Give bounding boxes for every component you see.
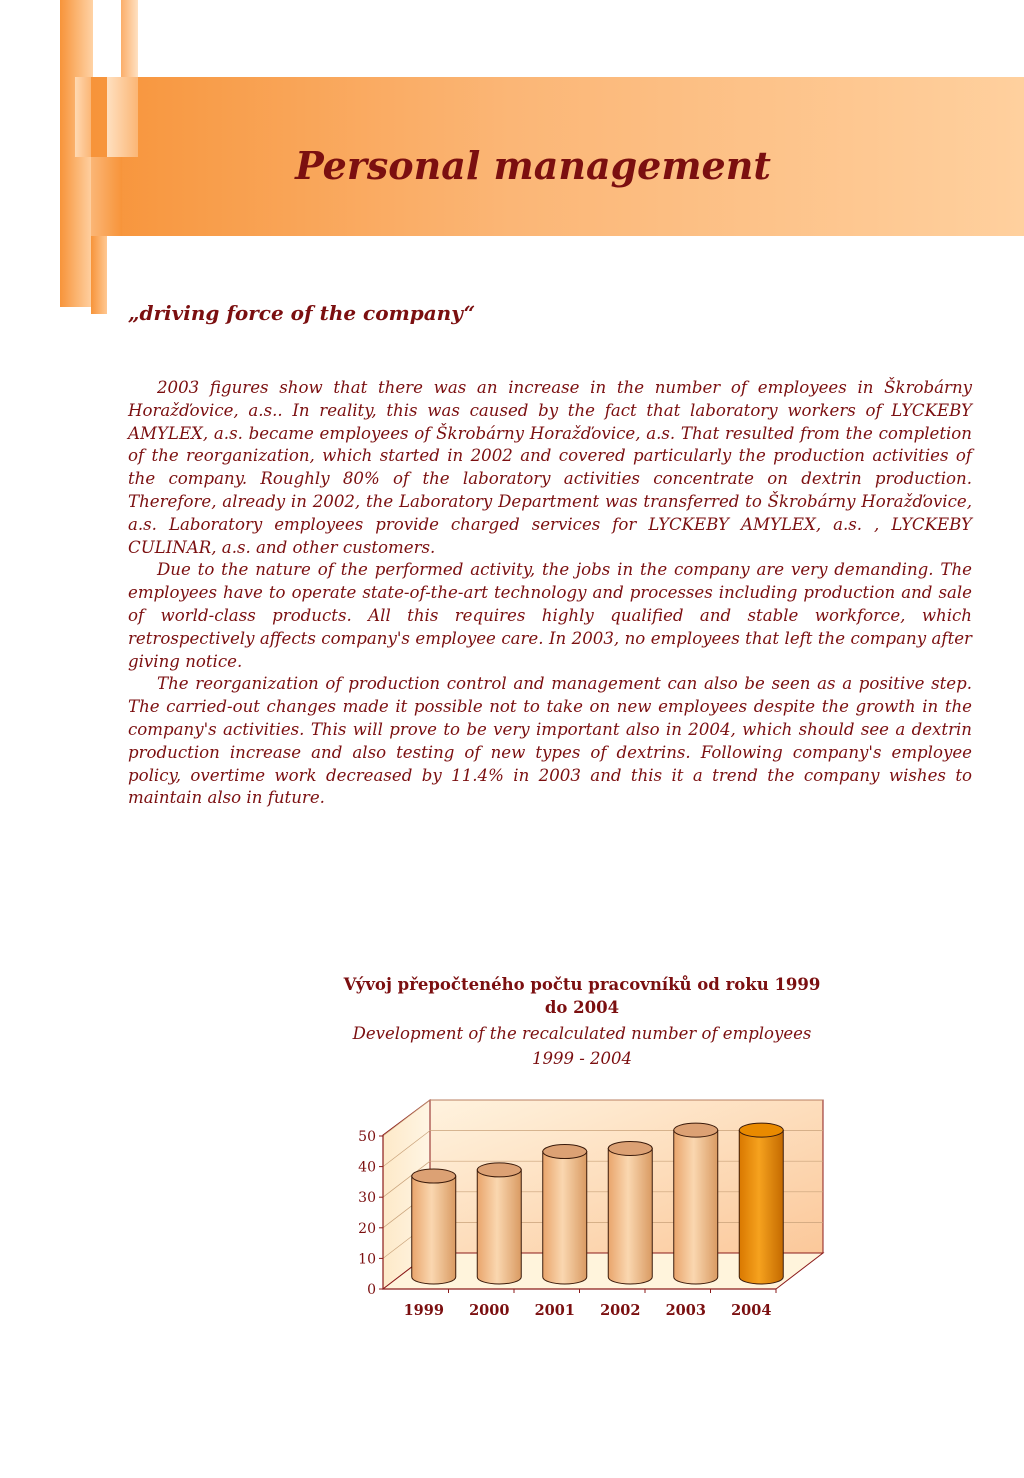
page-title: Personal management: [295, 143, 771, 188]
bar-top-2003: [674, 1123, 718, 1137]
bar-top-1999: [412, 1169, 456, 1183]
bar-2004: [739, 1130, 783, 1284]
chart-y-axis: [358, 1129, 383, 1298]
x-tick-label: 2000: [469, 1302, 510, 1319]
x-tick-label: 2004: [731, 1302, 772, 1319]
x-tick-label: 2001: [534, 1302, 575, 1319]
x-tick-label: 1999: [403, 1302, 444, 1319]
section-subtitle: „driving force of the company“: [128, 301, 476, 325]
paragraph: Due to the nature of the performed activity, the jobs in the company are very demanding. The employees have to operate state-of-the-art technology and processes including production and sale of world-class products. All this requires highly qualified and stable workforce, which retrospectively affects company's employee care. In 2003, no employees that left the company after giving notice.: [128, 560, 972, 671]
chart-x-axis: [383, 1289, 776, 1319]
chart-subtitle: Development of the recalculated number of employees 1999 - 2004: [352, 1024, 812, 1068]
body-text: [128, 377, 972, 810]
bar-top-2004: [739, 1123, 783, 1137]
employee-bar-chart: [340, 1090, 840, 1330]
y-tick-label: 40: [358, 1159, 376, 1176]
decor-strip-2: [121, 0, 138, 77]
y-tick-label: 0: [367, 1282, 376, 1298]
bar-2002: [608, 1148, 652, 1284]
x-tick-label: 2002: [600, 1302, 641, 1319]
y-tick-label: 30: [358, 1190, 376, 1207]
bar-top-2002: [608, 1141, 652, 1155]
y-tick-label: 10: [358, 1251, 376, 1268]
paragraph: The reorganization of production control and management can also be seen as a positive step. The carried-out changes made it possible not to take on new employees despite the growth in the company's activities. This will prove to be very important also in 2004, which should see a dextrin production increase and also testing of new types of dextrins. Following company's employee policy, overtime work decreased by 11.4% in 2003 and this it a trend the company wishes to maintain also in future.: [128, 674, 972, 808]
paragraph: 2003 figures show that there was an increase in the number of employees in Škrobárny Horažďovice, a.s.. In reality, this was caused by the fact that laboratory workers of LYCKEBY AMYLEX, a.s. became employees of Škrobárny Horažďovice, a.s. That resulted from the completion of the reorganization, which started in 2002 and covered particularly the production activities of the company. Roughly 80% of the laboratory activities concentrate on dextrin production. Therefore, already in 2002, the Laboratory Department was transferred to Škrobárny Horažďovice, a.s. Laboratory employees provide charged services for LYCKEBY AMYLEX, a.s. , LYCKEBY CULINAR, a.s. and other customers.: [128, 378, 972, 557]
bar-2000: [477, 1170, 521, 1284]
x-tick-label: 2003: [665, 1302, 706, 1319]
bar-2003: [674, 1130, 718, 1284]
bar-2001: [543, 1152, 587, 1284]
bar-top-2000: [477, 1163, 521, 1177]
bar-1999: [412, 1176, 456, 1284]
y-tick-label: 20: [358, 1220, 376, 1237]
bar-top-2001: [543, 1145, 587, 1159]
chart-title: Vývoj přepočteného počtu pracovníků od roku 1999 do 2004: [343, 975, 821, 1017]
y-tick-label: 50: [358, 1129, 376, 1145]
